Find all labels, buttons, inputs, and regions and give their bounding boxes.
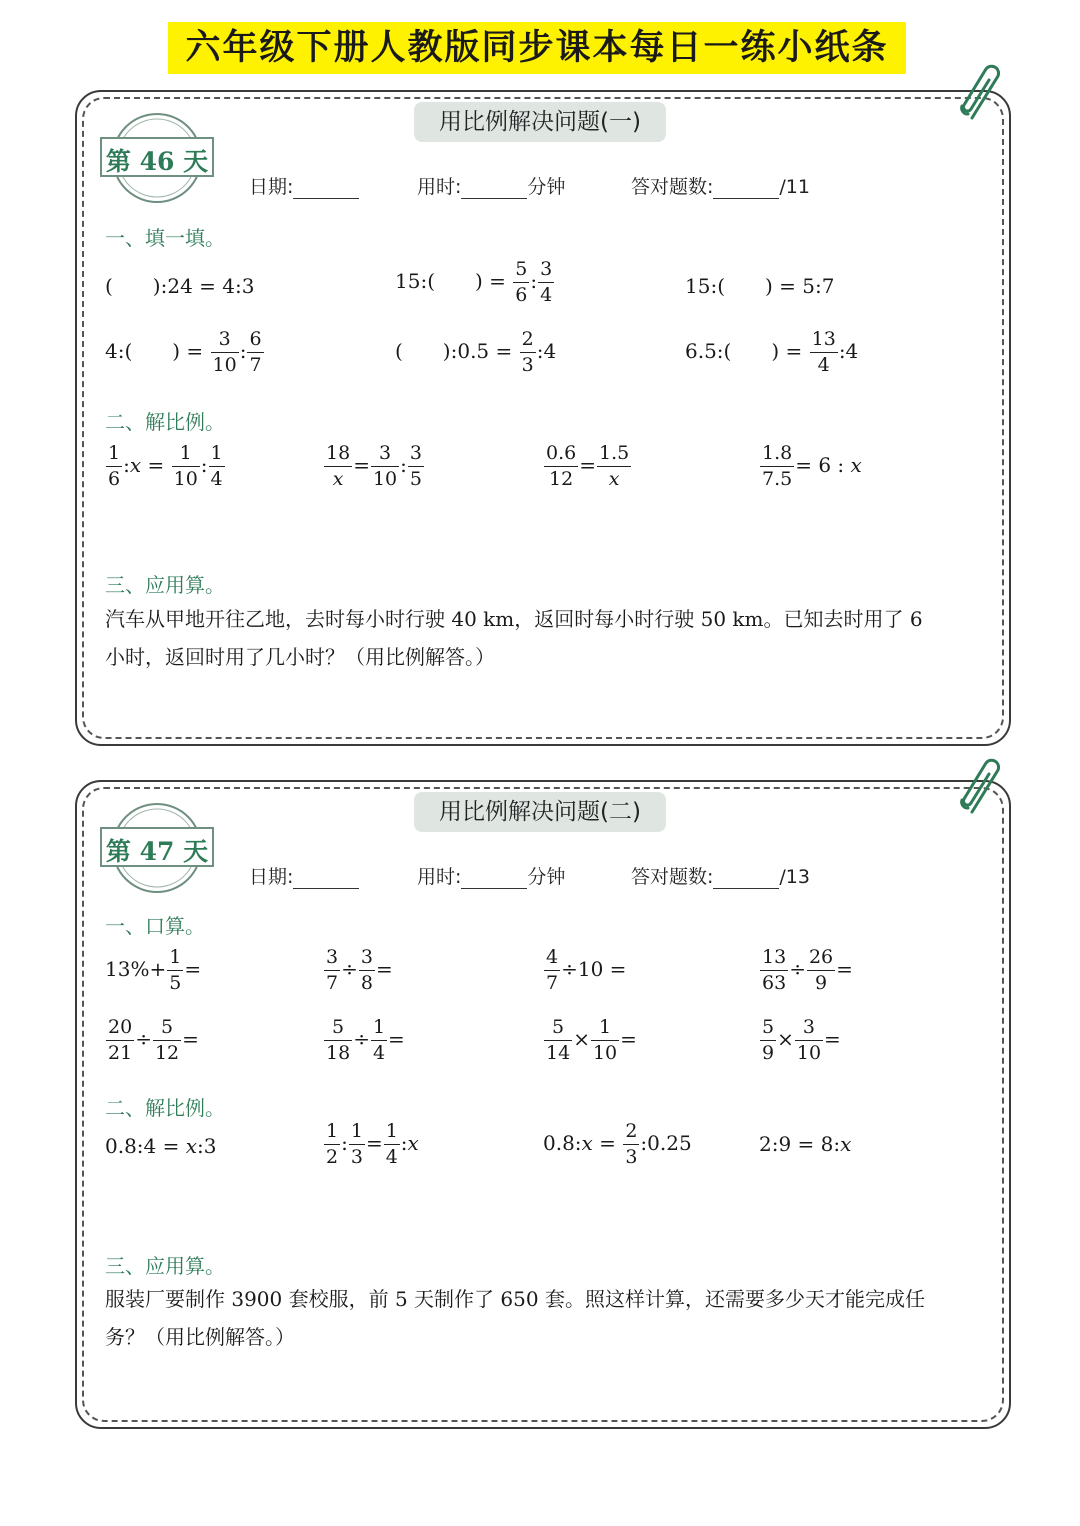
fill-q2: 15:( ) = $\frac{5}{6}$ : $\frac{3}{4}$	[395, 258, 553, 306]
paper-clip-icon	[958, 62, 1008, 124]
mental-c5: $\frac{20}{21}$ ÷ $\frac{5}{12}$ =	[108, 1016, 199, 1064]
date-field[interactable]	[249, 862, 359, 889]
section-fill-title: 一、填一填。	[105, 226, 225, 250]
date-label: 日期:	[249, 176, 294, 198]
time-field[interactable]	[417, 862, 565, 889]
time-field[interactable]	[417, 172, 565, 199]
lesson-title: 用比例解决问题(一)	[414, 102, 666, 142]
date-blank[interactable]	[293, 178, 359, 199]
mental-c6: $\frac{5}{18}$ ÷ $\frac{1}{4}$ =	[326, 1016, 405, 1064]
solve-p1: 0.8:4 = x:3	[105, 1134, 217, 1158]
mental-c1: 13%+ $\frac{1}{5}$ =	[105, 946, 202, 994]
time-blank[interactable]	[461, 178, 527, 199]
score-total: /13	[779, 866, 810, 888]
day-label: 第 47 天	[105, 837, 209, 866]
word-problem-line: 服装厂要制作 3900 套校服，前 5 天制作了 650 套。照这样计算，还需要多少天才能完成任	[105, 1287, 925, 1311]
time-blank[interactable]	[461, 868, 527, 889]
time-unit: 分钟	[527, 866, 566, 888]
word-problem-line: 小时，返回时用了几小时？（用比例解答。）	[105, 645, 495, 669]
date-label: 日期:	[249, 866, 294, 888]
page-title: 六年级下册人教版同步课本每日一练小纸条	[168, 22, 906, 74]
worksheet-card-day-46	[75, 90, 1011, 746]
solve-p3: $\frac{0.6}{12}$ = $\frac{1.5}{x}$	[546, 442, 630, 490]
day-badge	[99, 106, 215, 206]
solve-p1: $\frac{1}{6}$ :x = $\frac{1}{10}$ : $\frac{1}{4}$	[108, 442, 223, 490]
score-label: 答对题数:	[631, 176, 714, 198]
mental-c4: $\frac{13}{63}$ ÷ $\frac{26}{9}$ =	[762, 946, 853, 994]
paper-clip-icon	[958, 756, 1008, 818]
section-solve-title: 二、解比例。	[105, 1096, 225, 1120]
score-label: 答对题数:	[631, 866, 714, 888]
score-blank[interactable]	[713, 868, 779, 889]
fill-q3: 15:( ) = 5:7	[685, 274, 835, 298]
section-mental-title: 一、口算。	[105, 914, 205, 938]
score-total: /11	[779, 176, 810, 198]
word-problem	[105, 600, 923, 676]
solve-p4: $\frac{1.8}{7.5}$ = 6 : x	[762, 442, 862, 490]
section-apply-title: 三、应用算。	[105, 573, 225, 597]
solve-p3: 0.8:x = $\frac{2}{3}$ :0.25	[543, 1120, 692, 1168]
solve-p2: $\frac{1}{2}$ : $\frac{1}{3}$ = $\frac{1}{4}$ :x	[326, 1120, 419, 1168]
fill-q5: ( ):0.5 = $\frac{2}{3}$ :4	[395, 328, 557, 376]
worksheet-card-day-47	[75, 780, 1011, 1429]
time-unit: 分钟	[527, 176, 566, 198]
word-problem	[105, 1280, 925, 1356]
mental-c8: $\frac{5}{9}$ × $\frac{3}{10}$ =	[762, 1016, 841, 1064]
solve-p4: 2:9 = 8:x	[759, 1132, 852, 1156]
section-apply-title: 三、应用算。	[105, 1254, 225, 1278]
word-problem-line: 务？（用比例解答。）	[105, 1325, 295, 1349]
solve-p2: $\frac{18}{x}$ = $\frac{3}{10}$ : $\frac{3}{5}$	[326, 442, 422, 490]
date-blank[interactable]	[293, 868, 359, 889]
time-label: 用时:	[417, 176, 462, 198]
fill-q6: 6.5:( ) = $\frac{13}{4}$ :4	[685, 328, 859, 376]
mental-c7: $\frac{5}{14}$ × $\frac{1}{10}$ =	[546, 1016, 637, 1064]
score-blank[interactable]	[713, 178, 779, 199]
date-field[interactable]	[249, 172, 359, 199]
score-field[interactable]	[631, 172, 810, 199]
section-solve-title: 二、解比例。	[105, 410, 225, 434]
score-field[interactable]	[631, 862, 810, 889]
mental-c2: $\frac{3}{7}$ ÷ $\frac{3}{8}$ =	[326, 946, 393, 994]
mental-c3: $\frac{4}{7}$ ÷10 =	[546, 946, 627, 994]
fill-q1: ( ):24 = 4:3	[105, 274, 255, 298]
time-label: 用时:	[417, 866, 462, 888]
day-badge	[99, 796, 215, 896]
day-label: 第 46 天	[105, 147, 209, 176]
lesson-title: 用比例解决问题(二)	[414, 792, 666, 832]
word-problem-line: 汽车从甲地开往乙地，去时每小时行驶 40 km，返回时每小时行驶 50 km。已知去时用了 6	[105, 607, 923, 631]
fill-q4: 4:( ) = $\frac{3}{10}$ : $\frac{6}{7}$	[105, 328, 262, 376]
